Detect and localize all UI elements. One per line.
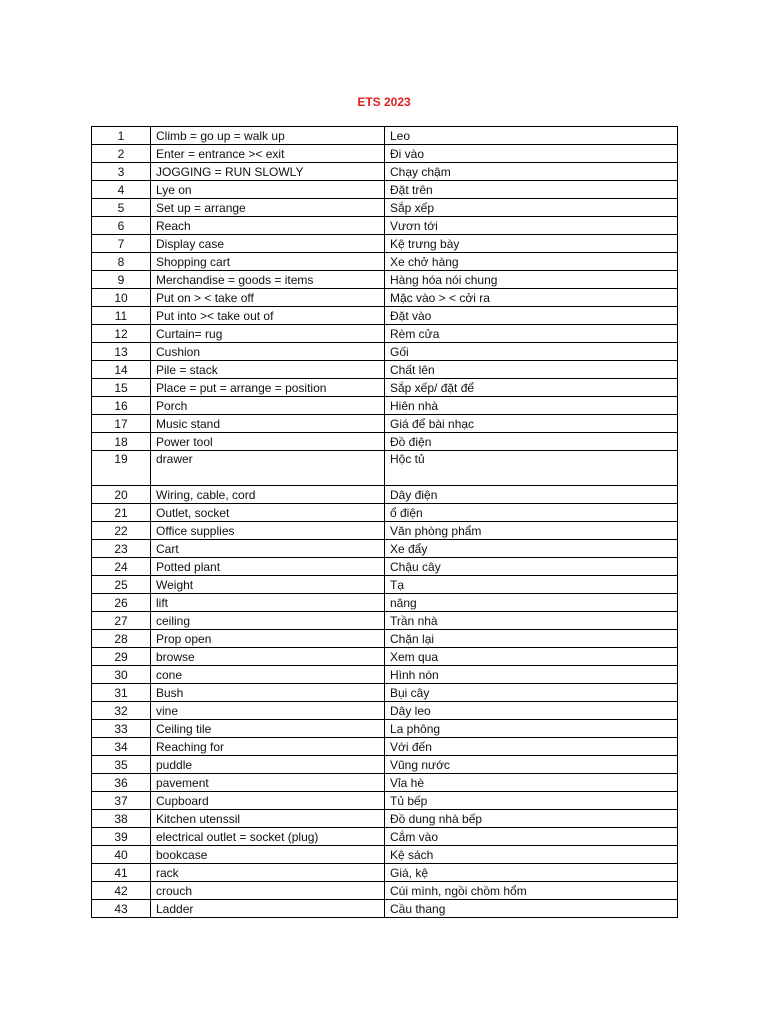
- row-number: 41: [92, 864, 151, 882]
- table-row: [92, 774, 678, 792]
- english-term: Lye on: [151, 181, 385, 199]
- row-number: 9: [92, 271, 151, 289]
- row-number: 11: [92, 307, 151, 325]
- vietnamese-meaning: Hàng hóa nói chung: [385, 271, 678, 289]
- vietnamese-meaning: Chất lên: [385, 361, 678, 379]
- table-row: [92, 415, 678, 433]
- english-term: Put on > < take off: [151, 289, 385, 307]
- row-number: 5: [92, 199, 151, 217]
- row-number: 30: [92, 666, 151, 684]
- english-term: Curtain= rug: [151, 325, 385, 343]
- table-row: [92, 522, 678, 540]
- table-row: [92, 720, 678, 738]
- row-number: 3: [92, 163, 151, 181]
- table-row: [92, 145, 678, 163]
- english-term: puddle: [151, 756, 385, 774]
- english-term: Pile = stack: [151, 361, 385, 379]
- table-row: [92, 702, 678, 720]
- vietnamese-meaning: Tủ bếp: [385, 792, 678, 810]
- english-term: pavement: [151, 774, 385, 792]
- row-number: 8: [92, 253, 151, 271]
- table-row: [92, 253, 678, 271]
- row-number: 37: [92, 792, 151, 810]
- english-term: rack: [151, 864, 385, 882]
- table-row: [92, 864, 678, 882]
- english-term: drawer: [151, 451, 385, 486]
- row-number: 42: [92, 882, 151, 900]
- vietnamese-meaning: Hộc tủ: [385, 451, 678, 486]
- vietnamese-meaning: Hiên nhà: [385, 397, 678, 415]
- english-term: Reach: [151, 217, 385, 235]
- english-term: Place = put = arrange = position: [151, 379, 385, 397]
- vietnamese-meaning: Chậu cây: [385, 558, 678, 576]
- english-term: Put into >< take out of: [151, 307, 385, 325]
- english-term: Cart: [151, 540, 385, 558]
- vietnamese-meaning: Kệ trưng bày: [385, 235, 678, 253]
- english-term: Enter = entrance >< exit: [151, 145, 385, 163]
- table-row: [92, 810, 678, 828]
- table-row: [92, 379, 678, 397]
- table-row: [92, 666, 678, 684]
- table-row: [92, 540, 678, 558]
- vietnamese-meaning: Cúi mình, ngồi chồm hổm: [385, 882, 678, 900]
- english-term: Porch: [151, 397, 385, 415]
- english-term: Climb = go up = walk up: [151, 127, 385, 145]
- english-term: cone: [151, 666, 385, 684]
- table-row: [92, 846, 678, 864]
- vietnamese-meaning: Vũng nước: [385, 756, 678, 774]
- table-row: [92, 684, 678, 702]
- row-number: 25: [92, 576, 151, 594]
- table-row: [92, 163, 678, 181]
- english-term: Weight: [151, 576, 385, 594]
- english-term: vine: [151, 702, 385, 720]
- vietnamese-meaning: Kệ sách: [385, 846, 678, 864]
- table-row: [92, 289, 678, 307]
- table-row: [92, 828, 678, 846]
- english-term: Shopping cart: [151, 253, 385, 271]
- table-row: [92, 199, 678, 217]
- vietnamese-meaning: Sắp xếp/ đặt để: [385, 379, 678, 397]
- row-number: 21: [92, 504, 151, 522]
- english-term: browse: [151, 648, 385, 666]
- vocabulary-table-body: [92, 127, 678, 918]
- vietnamese-meaning: Đặt trên: [385, 181, 678, 199]
- english-term: Cupboard: [151, 792, 385, 810]
- table-row: [92, 756, 678, 774]
- table-row: [92, 486, 678, 504]
- table-row: [92, 271, 678, 289]
- vietnamese-meaning: Mặc vào > < cởi ra: [385, 289, 678, 307]
- english-term: Display case: [151, 235, 385, 253]
- vietnamese-meaning: Văn phòng phẩm: [385, 522, 678, 540]
- english-term: Prop open: [151, 630, 385, 648]
- row-number: 15: [92, 379, 151, 397]
- row-number: 43: [92, 900, 151, 918]
- vietnamese-meaning: nâng: [385, 594, 678, 612]
- vietnamese-meaning: Gối: [385, 343, 678, 361]
- vietnamese-meaning: Rèm cửa: [385, 325, 678, 343]
- row-number: 31: [92, 684, 151, 702]
- row-number: 39: [92, 828, 151, 846]
- english-term: Set up = arrange: [151, 199, 385, 217]
- table-row: [92, 630, 678, 648]
- row-number: 34: [92, 738, 151, 756]
- vietnamese-meaning: Giá, kệ: [385, 864, 678, 882]
- table-row: [92, 127, 678, 145]
- table-row: [92, 900, 678, 918]
- vietnamese-meaning: Xe đẩy: [385, 540, 678, 558]
- row-number: 13: [92, 343, 151, 361]
- english-term: lift: [151, 594, 385, 612]
- row-number: 38: [92, 810, 151, 828]
- english-term: Kitchen utenssil: [151, 810, 385, 828]
- vietnamese-meaning: Dây điện: [385, 486, 678, 504]
- vietnamese-meaning: Bụi cây: [385, 684, 678, 702]
- row-number: 23: [92, 540, 151, 558]
- row-number: 33: [92, 720, 151, 738]
- english-term: Ceiling tile: [151, 720, 385, 738]
- table-row: [92, 594, 678, 612]
- vietnamese-meaning: Chặn lại: [385, 630, 678, 648]
- row-number: 36: [92, 774, 151, 792]
- row-number: 32: [92, 702, 151, 720]
- vietnamese-meaning: Hình nón: [385, 666, 678, 684]
- row-number: 26: [92, 594, 151, 612]
- vietnamese-meaning: ổ điện: [385, 504, 678, 522]
- english-term: Wiring, cable, cord: [151, 486, 385, 504]
- english-term: Music stand: [151, 415, 385, 433]
- row-number: 24: [92, 558, 151, 576]
- table-row: [92, 612, 678, 630]
- vietnamese-meaning: Vươn tới: [385, 217, 678, 235]
- english-term: Outlet, socket: [151, 504, 385, 522]
- vietnamese-meaning: Leo: [385, 127, 678, 145]
- english-term: electrical outlet = socket (plug): [151, 828, 385, 846]
- table-row: [92, 235, 678, 253]
- row-number: 28: [92, 630, 151, 648]
- table-row: [92, 307, 678, 325]
- vietnamese-meaning: Dây leo: [385, 702, 678, 720]
- table-row: [92, 325, 678, 343]
- row-number: 16: [92, 397, 151, 415]
- vietnamese-meaning: Đồ dung nhà bếp: [385, 810, 678, 828]
- table-row: [92, 576, 678, 594]
- table-row: [92, 738, 678, 756]
- table-row: [92, 217, 678, 235]
- table-row: [92, 882, 678, 900]
- row-number: 18: [92, 433, 151, 451]
- row-number: 35: [92, 756, 151, 774]
- page-title: ETS 2023: [357, 95, 411, 109]
- vietnamese-meaning: Tạ: [385, 576, 678, 594]
- english-term: Office supplies: [151, 522, 385, 540]
- table-row: [92, 648, 678, 666]
- vietnamese-meaning: Xe chở hàng: [385, 253, 678, 271]
- table-row: [92, 451, 678, 486]
- row-number: 17: [92, 415, 151, 433]
- vietnamese-meaning: Sắp xếp: [385, 199, 678, 217]
- english-term: crouch: [151, 882, 385, 900]
- vocabulary-table: [91, 126, 678, 918]
- row-number: 4: [92, 181, 151, 199]
- table-row: [92, 343, 678, 361]
- vietnamese-meaning: Chạy chậm: [385, 163, 678, 181]
- vietnamese-meaning: Cắm vào: [385, 828, 678, 846]
- vietnamese-meaning: Giá để bài nhạc: [385, 415, 678, 433]
- vietnamese-meaning: Cầu thang: [385, 900, 678, 918]
- row-number: 29: [92, 648, 151, 666]
- table-row: [92, 397, 678, 415]
- row-number: 1: [92, 127, 151, 145]
- row-number: 10: [92, 289, 151, 307]
- vietnamese-meaning: Đồ điện: [385, 433, 678, 451]
- vietnamese-meaning: Đi vào: [385, 145, 678, 163]
- table-row: [92, 558, 678, 576]
- vietnamese-meaning: Xem qua: [385, 648, 678, 666]
- table-row: [92, 792, 678, 810]
- row-number: 2: [92, 145, 151, 163]
- english-term: Power tool: [151, 433, 385, 451]
- row-number: 20: [92, 486, 151, 504]
- english-term: Reaching for: [151, 738, 385, 756]
- english-term: JOGGING = RUN SLOWLY: [151, 163, 385, 181]
- row-number: 7: [92, 235, 151, 253]
- row-number: 40: [92, 846, 151, 864]
- english-term: Bush: [151, 684, 385, 702]
- english-term: Ladder: [151, 900, 385, 918]
- table-row: [92, 433, 678, 451]
- english-term: bookcase: [151, 846, 385, 864]
- table-row: [92, 181, 678, 199]
- row-number: 19: [92, 451, 151, 486]
- vietnamese-meaning: Vỉa hè: [385, 774, 678, 792]
- row-number: 14: [92, 361, 151, 379]
- english-term: Merchandise = goods = items: [151, 271, 385, 289]
- row-number: 27: [92, 612, 151, 630]
- vietnamese-meaning: Với đến: [385, 738, 678, 756]
- table-row: [92, 361, 678, 379]
- vietnamese-meaning: Đặt vào: [385, 307, 678, 325]
- vietnamese-meaning: La phông: [385, 720, 678, 738]
- vietnamese-meaning: Trần nhà: [385, 612, 678, 630]
- english-term: Potted plant: [151, 558, 385, 576]
- row-number: 6: [92, 217, 151, 235]
- table-row: [92, 504, 678, 522]
- row-number: 22: [92, 522, 151, 540]
- english-term: ceiling: [151, 612, 385, 630]
- row-number: 12: [92, 325, 151, 343]
- english-term: Cushion: [151, 343, 385, 361]
